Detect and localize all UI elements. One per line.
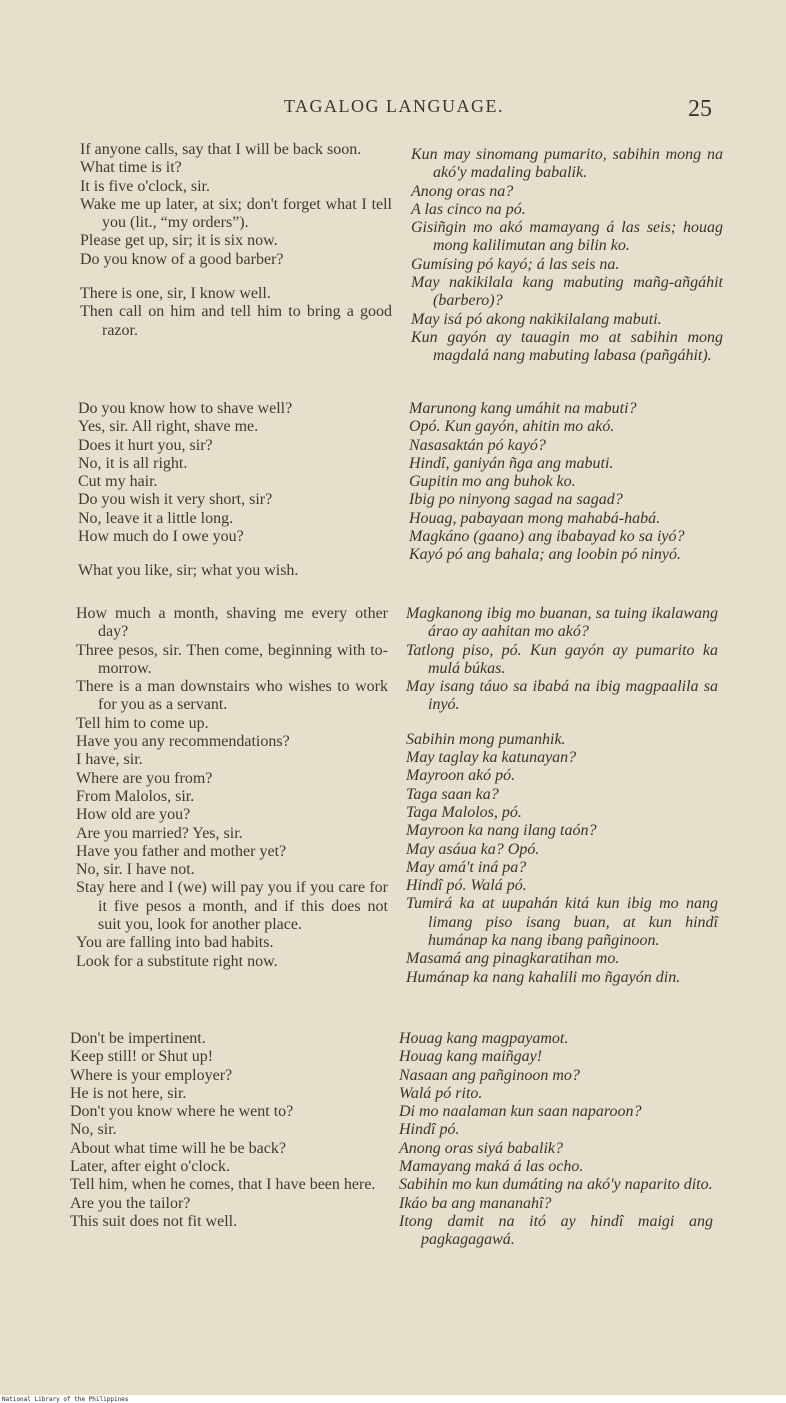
running-header: TAGALOG LANGUAGE. (284, 96, 505, 116)
english-line: How much do I owe you? (78, 528, 244, 546)
page-number: 25 (688, 96, 712, 122)
tagalog-line: May amá't iná pa? (406, 858, 527, 876)
english-line: No, sir. (70, 1121, 117, 1139)
tagalog-line: Ikáo ba ang mananahî? (399, 1194, 552, 1212)
tagalog-column-block-3 (406, 605, 718, 987)
tagalog-line: Mayroon akó pó. (406, 767, 516, 785)
english-line: Keep still! or Shut up! (70, 1048, 214, 1066)
tagalog-line: May taglay ka katunayan? (406, 749, 577, 767)
english-column-block-3 (76, 605, 388, 971)
english-line: Where are you from? (76, 769, 213, 787)
tagalog-line: A las cinco na pó. (411, 200, 526, 218)
tagalog-line: Hindî, ganiyán ñga ang mabuti. (409, 454, 614, 472)
spacer (406, 715, 718, 731)
tagalog-line: Kun gayón ay tauagin mo at sabihin mong magdalá nang mabuting labasa (pañgáhit). (411, 328, 723, 365)
english-line: About what time will he be back? (70, 1139, 286, 1157)
english-line: There is one, sir, I know well. (80, 285, 271, 303)
tagalog-line: Sabihin mong pumanhik. (406, 730, 566, 748)
tagalog-line: May asáua ka? Opó. (406, 840, 540, 858)
tagalog-line: Mayroon ka nang ilang taón? (406, 822, 597, 840)
english-line: Where is your employer? (70, 1066, 233, 1084)
english-line: Please get up, sir; it is six now. (80, 232, 278, 250)
english-line: Later, after eight o'clock. (70, 1158, 230, 1176)
tagalog-line: Hindî pó. (399, 1121, 460, 1139)
tagalog-line: Taga Malolos, pó. (406, 803, 522, 821)
english-line: What time is it? (80, 159, 182, 177)
tagalog-line: Houag, pabayaan mong mahabá-habá. (409, 509, 661, 527)
tagalog-line: May isang táuo sa ibabá na ibig magpaalila sa inyó. (406, 678, 718, 714)
tagalog-line: Humánap ka nang kahalili mo ñgayón din. (406, 968, 681, 986)
english-line: Don't you know where he went to? (70, 1103, 294, 1121)
english-line: Yes, sir. All right, shave me. (78, 418, 259, 436)
english-line: How much a month, shaving me every other day? (76, 605, 388, 641)
tagalog-line: Houag kang maiñgay! (399, 1048, 543, 1066)
english-column-block-4 (70, 1030, 382, 1231)
english-line: Don't be impertinent. (70, 1030, 206, 1047)
tagalog-line: Ibig po ninyong sagad na sagad? (409, 491, 623, 509)
english-line: Then call on him and tell him to bring a good razor. (80, 303, 392, 339)
english-line: Wake me up later, at six; don't forget what I tell you (lit., “my orders”). (80, 195, 392, 232)
tagalog-line: Marunong kang umáhit na mabuti? (409, 400, 637, 417)
tagalog-line: Kayó pó ang bahala; ang loobin pó ninyó. (409, 546, 681, 564)
english-line: Does it hurt you, sir? (78, 436, 213, 454)
english-line: Tell him to come up. (76, 714, 209, 732)
english-line: No, it is all right. (78, 454, 188, 472)
english-line: It is five o'clock, sir. (80, 177, 210, 195)
library-footer: National Library of the Philippines (2, 1396, 129, 1403)
tagalog-line: Tatlong piso, pó. Kun gayón ay pumarito ka mulá búkas. (406, 641, 718, 677)
english-line: Three pesos, sir. Then come, beginning with to-morrow. (76, 641, 388, 677)
tagalog-line: May isá pó akong nakikilalang mabuti. (411, 310, 662, 328)
tagalog-line: Kun may sinomang pumarito, sabihin mong na akó'y madaling babalik. (411, 146, 723, 182)
english-column-block-1 (80, 141, 392, 340)
english-line: This suit does not fit well. (70, 1212, 238, 1230)
english-line: You are falling into bad habits. (76, 934, 274, 952)
tagalog-line: Gupitin mo ang buhok ko. (409, 473, 576, 491)
tagalog-line: Gisiñgin mo akó mamayang á las seis; houag mong kalilimutan ang bilin ko. (411, 219, 723, 255)
tagalog-line: Anong oras siyá babalik? (399, 1139, 563, 1157)
tagalog-column-block-4 (399, 1030, 713, 1250)
english-line: There is a man downstairs who wishes to work for you as a servant. (76, 678, 388, 714)
english-line: If anyone calls, say that I will be back soon. (80, 141, 362, 158)
tagalog-line: Houag kang magpayamot. (399, 1030, 569, 1047)
english-line: Have you father and mother yet? (76, 842, 287, 860)
tagalog-line: Sabihin mo kun dumáting na akó'y naparito dito. (399, 1176, 713, 1194)
tagalog-line: Hindî pó. Walá pó. (406, 877, 527, 895)
tagalog-line: Nasasaktán pó kayó? (409, 436, 546, 454)
tagalog-line: Magkanong ibig mo buanan, sa tuing ikalawang árao ay aahitan mo akó? (406, 605, 718, 641)
tagalog-line: Magkáno (gaano) ang ibabayad ko sa iyó? (409, 528, 685, 546)
english-line: Are you married? Yes, sir. (76, 824, 243, 842)
english-line: He is not here, sir. (70, 1084, 187, 1102)
tagalog-line: Masamá ang pinagkaratihan mo. (406, 950, 620, 968)
tagalog-line: Opó. Kun gayón, ahitin mo akó. (409, 418, 615, 436)
english-line: Look for a substitute right now. (76, 952, 278, 970)
tagalog-line: Mamayang maká á las ocho. (399, 1158, 584, 1176)
english-line: Do you know how to shave well? (78, 400, 293, 417)
tagalog-line: Nasaan ang pañginoon mo? (399, 1066, 580, 1084)
tagalog-line: Di mo naalaman kun saan naparoon? (399, 1103, 642, 1121)
tagalog-line: Gumísing pó kayó; á las seis na. (411, 255, 620, 273)
english-line: Cut my hair. (78, 473, 158, 491)
tagalog-column-block-1 (411, 146, 723, 366)
spacer (80, 269, 392, 285)
spacer (78, 546, 390, 562)
tagalog-line: Tumirá ka at uupahán kitá kun ibig mo nang limang piso isang buan, at kun hindî humánap ka nang ibang pañginoon. (406, 895, 718, 950)
english-line: From Malolos, sir. (76, 787, 195, 805)
english-line: Do you know of a good barber? (80, 250, 284, 268)
english-line: Tell him, when he comes, that I have been here. (70, 1176, 376, 1194)
tagalog-line: Taga saan ka? (406, 785, 499, 803)
tagalog-line: Walá pó rito. (399, 1084, 483, 1102)
english-line: What you like, sir; what you wish. (78, 562, 299, 580)
english-line: Stay here and I (we) will pay you if you care for it five pesos a month, and if this does not suit you, look for another place. (76, 879, 388, 934)
english-line: Have you any recommendations? (76, 733, 290, 751)
english-line: Do you wish it very short, sir? (78, 491, 273, 509)
english-column-block-2 (78, 400, 390, 581)
tagalog-line: Itong damit na itó ay hindî maigi ang pagkagagawá. (399, 1212, 713, 1249)
tagalog-column-block-2 (409, 400, 721, 565)
english-line: No, sir. I have not. (76, 861, 195, 879)
english-line: I have, sir. (76, 751, 143, 769)
english-line: How old are you? (76, 806, 191, 824)
english-line: Are you the tailor? (70, 1194, 191, 1212)
tagalog-line: Anong oras na? (411, 182, 514, 200)
tagalog-line: May nakikilala kang mabuting mañg-añgáhit (barbero)? (411, 274, 723, 310)
english-line: No, leave it a little long. (78, 509, 234, 527)
